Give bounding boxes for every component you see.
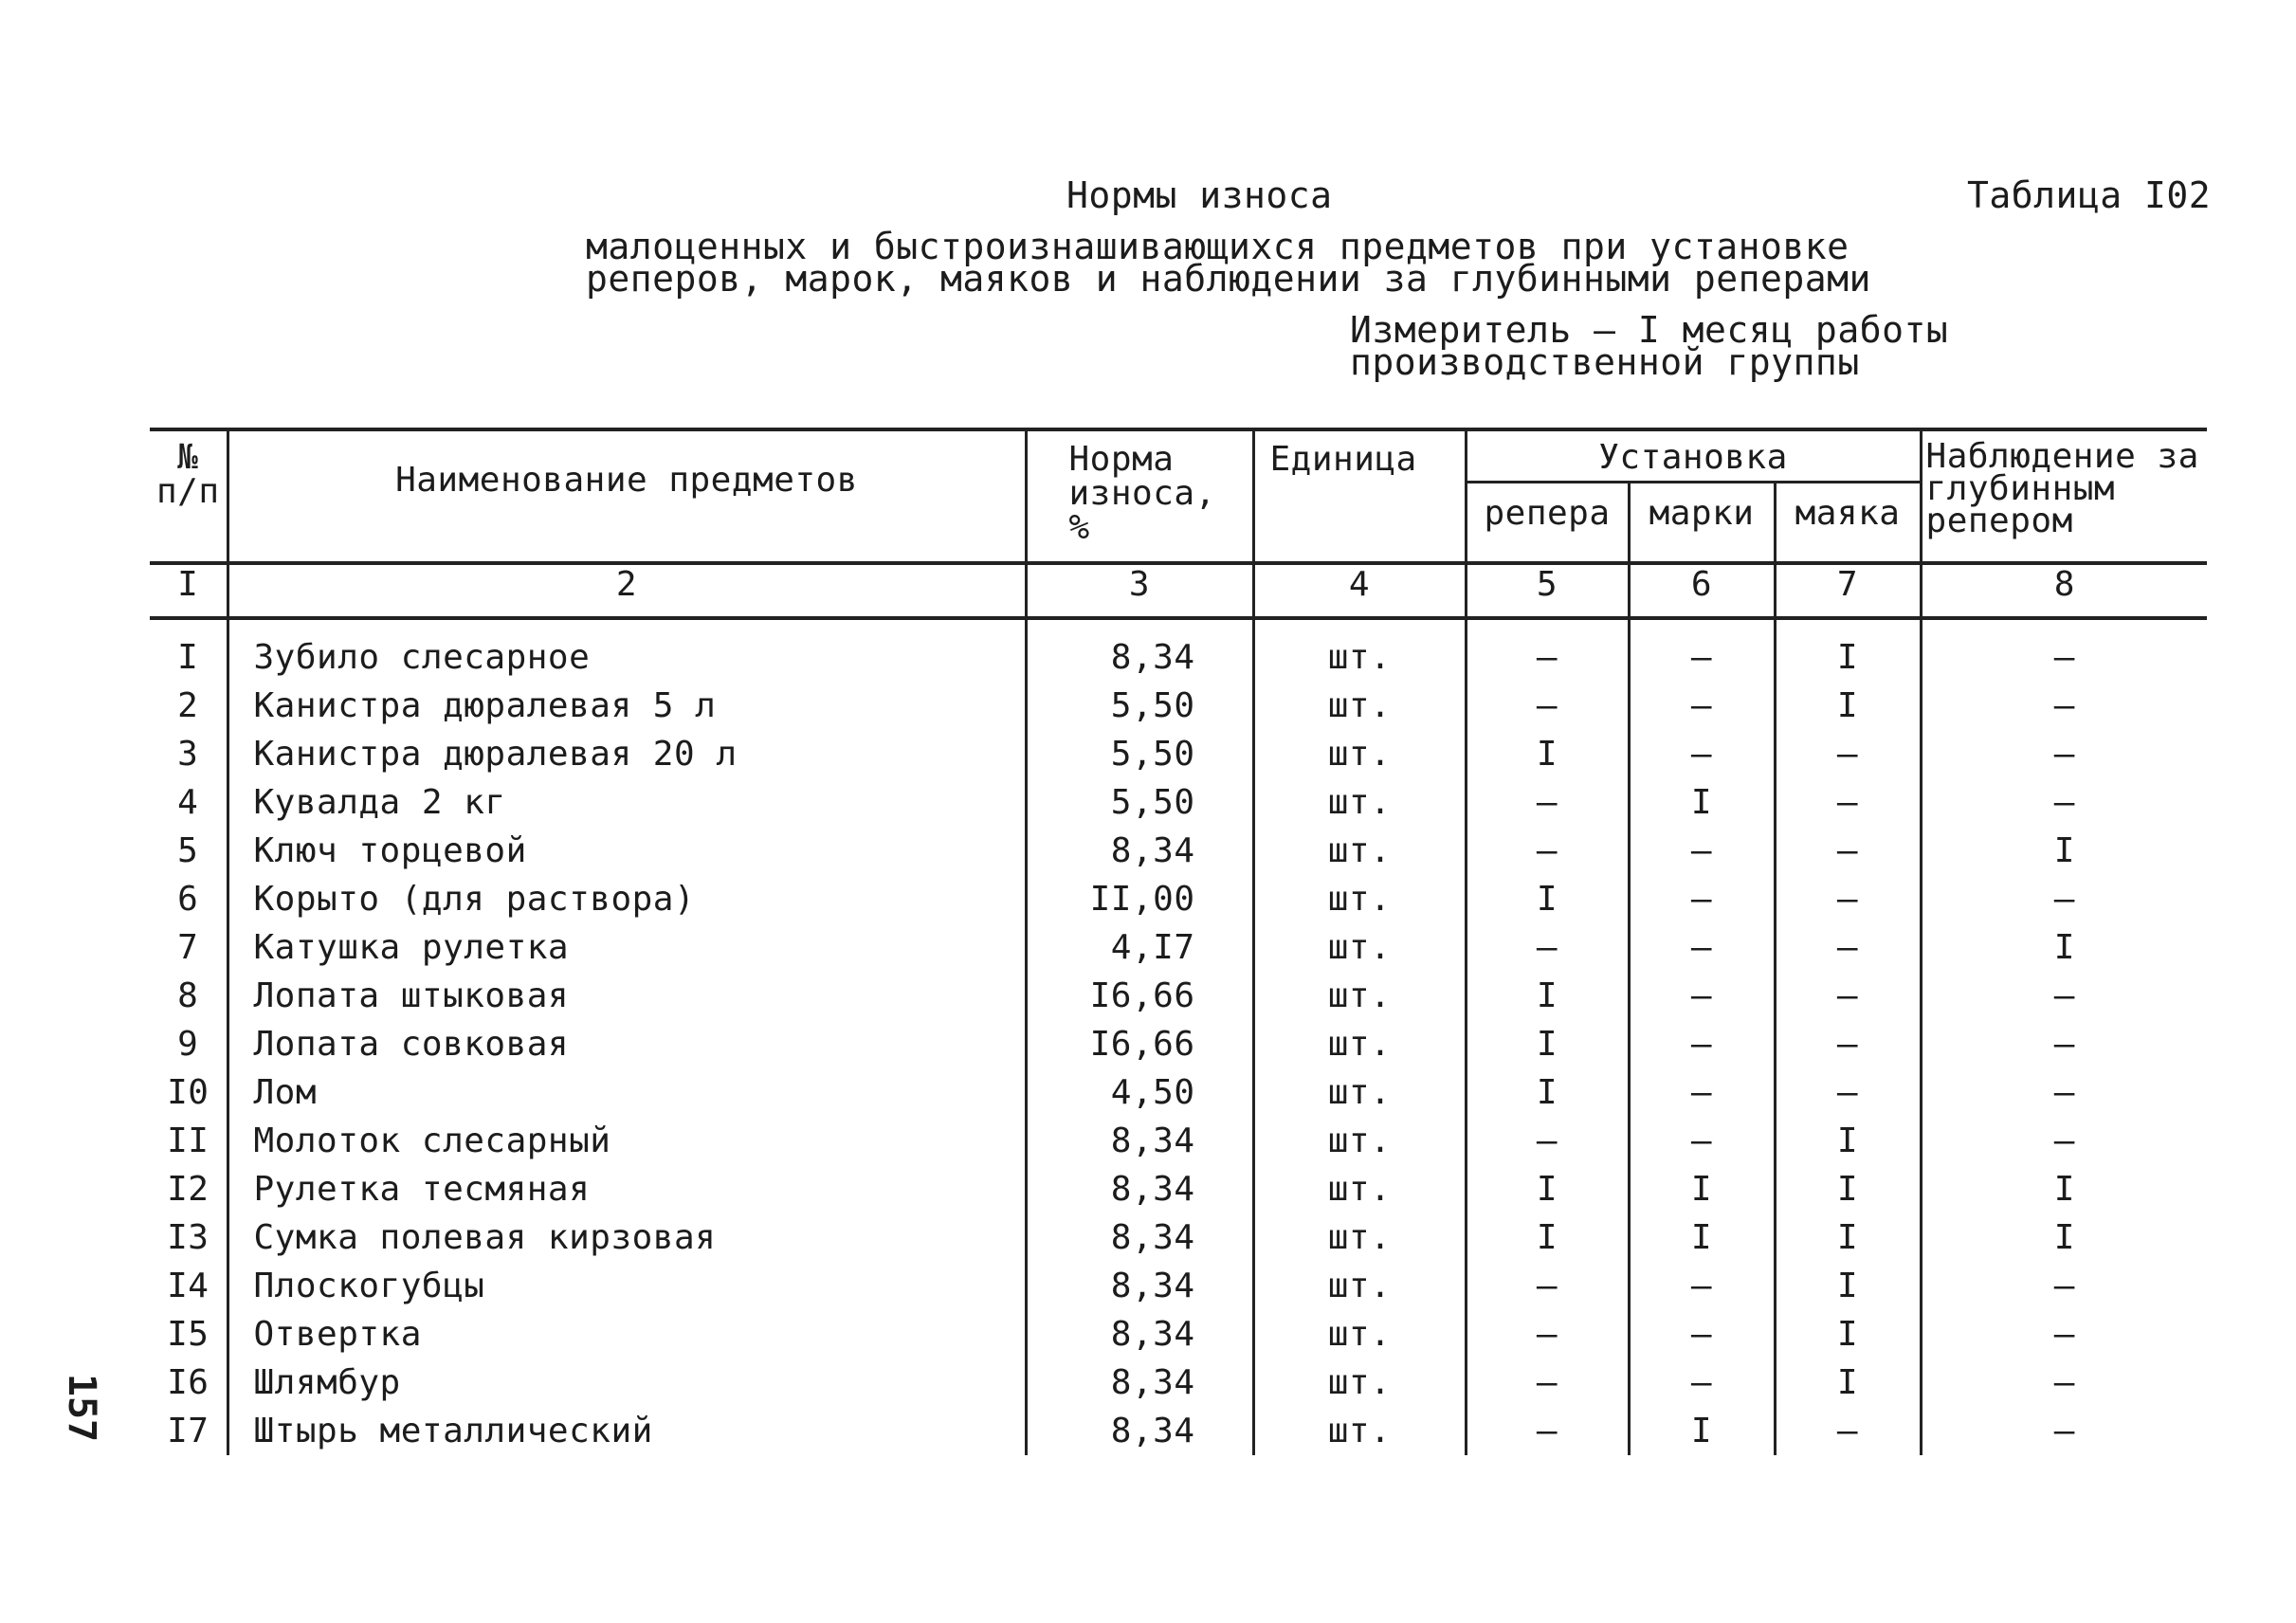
header-observe: Наблюдение за глубинным репером [1921, 429, 2207, 563]
install-repera-cell: I [1466, 1068, 1629, 1117]
row-number-cell: 7 [177, 928, 199, 967]
install-marki-cell: – [1629, 1262, 1775, 1310]
wear-norm-cell: 4,I7 [1026, 923, 1253, 972]
install-marki-cell: I [1629, 1407, 1775, 1455]
install-repera-cell: – [1466, 1117, 1629, 1165]
observe-deep-cell: I [1921, 923, 2207, 972]
observe-deep-cell: – [1921, 1117, 2207, 1165]
observe-deep-cell: – [1921, 1020, 2207, 1068]
observe-deep-cell: – [1921, 778, 2207, 827]
install-mayaka-cell: I [1775, 1359, 1921, 1407]
item-name-cell: Рулетка тесмяная [228, 1165, 1026, 1213]
item-name-cell: Шлямбур [228, 1359, 1026, 1407]
header-name: Наименование предметов [228, 429, 1026, 563]
install-repera-cell: – [1466, 682, 1629, 730]
install-marki-cell: – [1629, 618, 1775, 682]
row-number-cell: I4 [167, 1267, 210, 1305]
column-number: I [150, 563, 228, 618]
observe-deep-cell: I [1921, 1165, 2207, 1213]
header-norm: Норма износа, % [1026, 429, 1253, 563]
table-row [150, 923, 2207, 972]
row-number-cell: 3 [177, 735, 199, 774]
column-number: 3 [1026, 563, 1253, 618]
row-number-cell: 9 [177, 1025, 199, 1064]
item-name-cell: Канистра дюралевая 5 л [228, 682, 1026, 730]
wear-norm-cell: 8,34 [1026, 1117, 1253, 1165]
header-num: № п/п [150, 429, 228, 563]
subtitle-line-2: реперов, марок, маяков и наблюдении за глубинными реперами [586, 258, 1871, 300]
row-number-cell: 5 [177, 831, 199, 870]
unit-cell: шт. [1253, 1117, 1466, 1165]
install-mayaka-cell: – [1775, 730, 1921, 778]
unit-cell: шт. [1253, 730, 1466, 778]
unit-cell: шт. [1253, 1407, 1466, 1455]
install-repera-cell: I [1466, 972, 1629, 1020]
install-marki-cell: – [1629, 1310, 1775, 1359]
wear-norm-cell: I6,66 [1026, 972, 1253, 1020]
install-mayaka-cell: – [1775, 827, 1921, 875]
row-number-cell: 4 [177, 783, 199, 822]
item-name-cell: Сумка полевая кирзовая [228, 1213, 1026, 1262]
row-number-cell: I6 [167, 1363, 210, 1402]
row-number-cell: 8 [177, 976, 199, 1015]
table-number: Таблица I02 [1967, 174, 2212, 216]
row-number-cell: 2 [177, 686, 199, 725]
table-row [150, 1165, 2207, 1213]
row-number-cell: II [167, 1122, 210, 1160]
install-mayaka-cell: – [1775, 1407, 1921, 1455]
install-repera-cell: – [1466, 1310, 1629, 1359]
install-repera-cell: – [1466, 618, 1629, 682]
table-row [150, 1310, 2207, 1359]
table-row [150, 778, 2207, 827]
table-body [150, 618, 2207, 1455]
install-repera-cell: I [1466, 875, 1629, 923]
observe-deep-cell: – [1921, 1407, 2207, 1455]
observe-deep-cell: – [1921, 1068, 2207, 1117]
install-marki-cell: – [1629, 972, 1775, 1020]
column-number: 6 [1629, 563, 1775, 618]
install-mayaka-cell: I [1775, 1262, 1921, 1310]
wear-norm-cell: 8,34 [1026, 618, 1253, 682]
install-repera-cell: – [1466, 1407, 1629, 1455]
unit-cell: шт. [1253, 618, 1466, 682]
table-row [150, 827, 2207, 875]
table-row [150, 682, 2207, 730]
table-row [150, 1213, 2207, 1262]
unit-cell: шт. [1253, 1068, 1466, 1117]
subtitle-line-1: малоценных и быстроизнашивающихся предметов при установке [586, 226, 1850, 267]
wear-norm-cell: 8,34 [1026, 1213, 1253, 1262]
install-mayaka-cell: I [1775, 1165, 1921, 1213]
install-marki-cell: – [1629, 682, 1775, 730]
header-repera: репера [1466, 483, 1629, 564]
unit-cell: шт. [1253, 1359, 1466, 1407]
header-unit: Единица [1253, 429, 1466, 563]
install-marki-cell: – [1629, 730, 1775, 778]
table-row [150, 1020, 2207, 1068]
observe-deep-cell: – [1921, 875, 2207, 923]
table-row [150, 1407, 2207, 1455]
table-row [150, 1068, 2207, 1117]
item-name-cell: Катушка рулетка [228, 923, 1026, 972]
row-number-cell: I [177, 638, 199, 677]
observe-deep-cell: – [1921, 1310, 2207, 1359]
wear-norm-cell: 5,50 [1026, 682, 1253, 730]
install-mayaka-cell: I [1775, 1117, 1921, 1165]
measure-line-2: производственной группы [1350, 341, 1860, 383]
install-mayaka-cell: – [1775, 1020, 1921, 1068]
install-mayaka-cell: I [1775, 1213, 1921, 1262]
install-marki-cell: – [1629, 827, 1775, 875]
unit-cell: шт. [1253, 923, 1466, 972]
unit-cell: шт. [1253, 1310, 1466, 1359]
item-name-cell: Канистра дюралевая 20 л [228, 730, 1026, 778]
unit-cell: шт. [1253, 1213, 1466, 1262]
page-number: 157 [60, 1373, 104, 1443]
install-repera-cell: I [1466, 1213, 1629, 1262]
item-name-cell: Штырь металлический [228, 1407, 1026, 1455]
install-repera-cell: I [1466, 1020, 1629, 1068]
table-row [150, 1117, 2207, 1165]
item-name-cell: Молоток слесарный [228, 1117, 1026, 1165]
observe-deep-cell: – [1921, 618, 2207, 682]
observe-deep-cell: I [1921, 1213, 2207, 1262]
row-number-cell: 6 [177, 880, 199, 919]
wear-norm-cell: I6,66 [1026, 1020, 1253, 1068]
install-mayaka-cell: – [1775, 1068, 1921, 1117]
install-marki-cell: I [1629, 778, 1775, 827]
item-name-cell: Корыто (для раствора) [228, 875, 1026, 923]
wear-norm-cell: 8,34 [1026, 1407, 1253, 1455]
wear-norm-cell: II,00 [1026, 875, 1253, 923]
table-row [150, 618, 2207, 682]
install-marki-cell: – [1629, 1359, 1775, 1407]
item-name-cell: Лом [228, 1068, 1026, 1117]
wear-norms-table [150, 428, 2207, 1455]
column-number: 7 [1775, 563, 1921, 618]
install-mayaka-cell: – [1775, 778, 1921, 827]
row-number-cell: I3 [167, 1218, 210, 1257]
header-install: Установка [1466, 429, 1921, 483]
install-repera-cell: I [1466, 730, 1629, 778]
table-row [150, 972, 2207, 1020]
observe-deep-cell: – [1921, 972, 2207, 1020]
column-number: 8 [1921, 563, 2207, 618]
observe-deep-cell: I [1921, 827, 2207, 875]
install-repera-cell: I [1466, 1165, 1629, 1213]
unit-cell: шт. [1253, 682, 1466, 730]
install-marki-cell: I [1629, 1213, 1775, 1262]
document-title: Нормы износа [1066, 174, 1333, 216]
install-marki-cell: – [1629, 1068, 1775, 1117]
wear-norm-cell: 8,34 [1026, 1310, 1253, 1359]
column-number: 4 [1253, 563, 1466, 618]
unit-cell: шт. [1253, 1165, 1466, 1213]
observe-deep-cell: – [1921, 682, 2207, 730]
column-number: 5 [1466, 563, 1629, 618]
install-mayaka-cell: – [1775, 972, 1921, 1020]
install-repera-cell: – [1466, 923, 1629, 972]
install-mayaka-cell: – [1775, 923, 1921, 972]
install-repera-cell: – [1466, 1262, 1629, 1310]
install-marki-cell: – [1629, 875, 1775, 923]
install-marki-cell: – [1629, 1117, 1775, 1165]
table-row [150, 1359, 2207, 1407]
install-repera-cell: – [1466, 1359, 1629, 1407]
row-number-cell: I2 [167, 1170, 210, 1209]
observe-deep-cell: – [1921, 730, 2207, 778]
unit-cell: шт. [1253, 1020, 1466, 1068]
install-mayaka-cell: I [1775, 682, 1921, 730]
observe-deep-cell: – [1921, 1359, 2207, 1407]
observe-deep-cell: – [1921, 1262, 2207, 1310]
column-number: 2 [228, 563, 1026, 618]
item-name-cell: Зубило слесарное [228, 618, 1026, 682]
wear-norm-cell: 5,50 [1026, 730, 1253, 778]
row-number-cell: I7 [167, 1412, 210, 1450]
item-name-cell: Ключ торцевой [228, 827, 1026, 875]
unit-cell: шт. [1253, 875, 1466, 923]
install-marki-cell: – [1629, 1020, 1775, 1068]
item-name-cell: Плоскогубцы [228, 1262, 1026, 1310]
unit-cell: шт. [1253, 778, 1466, 827]
column-numbers-row [150, 563, 2207, 618]
table-row [150, 730, 2207, 778]
install-mayaka-cell: – [1775, 875, 1921, 923]
table-row [150, 875, 2207, 923]
wear-norm-cell: 8,34 [1026, 1359, 1253, 1407]
install-mayaka-cell: I [1775, 618, 1921, 682]
item-name-cell: Лопата штыковая [228, 972, 1026, 1020]
install-mayaka-cell: I [1775, 1310, 1921, 1359]
table-row [150, 1262, 2207, 1310]
header-mayaka: маяка [1775, 483, 1921, 564]
row-number-cell: I5 [167, 1315, 210, 1354]
unit-cell: шт. [1253, 827, 1466, 875]
install-marki-cell: I [1629, 1165, 1775, 1213]
measure-line-1: Измеритель – I месяц работы [1350, 309, 1949, 351]
install-marki-cell: – [1629, 923, 1775, 972]
wear-norm-cell: 5,50 [1026, 778, 1253, 827]
item-name-cell: Кувалда 2 кг [228, 778, 1026, 827]
unit-cell: шт. [1253, 1262, 1466, 1310]
wear-norm-cell: 4,50 [1026, 1068, 1253, 1117]
wear-norm-cell: 8,34 [1026, 1262, 1253, 1310]
wear-norm-cell: 8,34 [1026, 1165, 1253, 1213]
wear-norm-cell: 8,34 [1026, 827, 1253, 875]
row-number-cell: I0 [167, 1073, 210, 1112]
unit-cell: шт. [1253, 972, 1466, 1020]
item-name-cell: Отвертка [228, 1310, 1026, 1359]
install-repera-cell: – [1466, 827, 1629, 875]
item-name-cell: Лопата совковая [228, 1020, 1026, 1068]
install-repera-cell: – [1466, 778, 1629, 827]
header-marki: марки [1629, 483, 1775, 564]
